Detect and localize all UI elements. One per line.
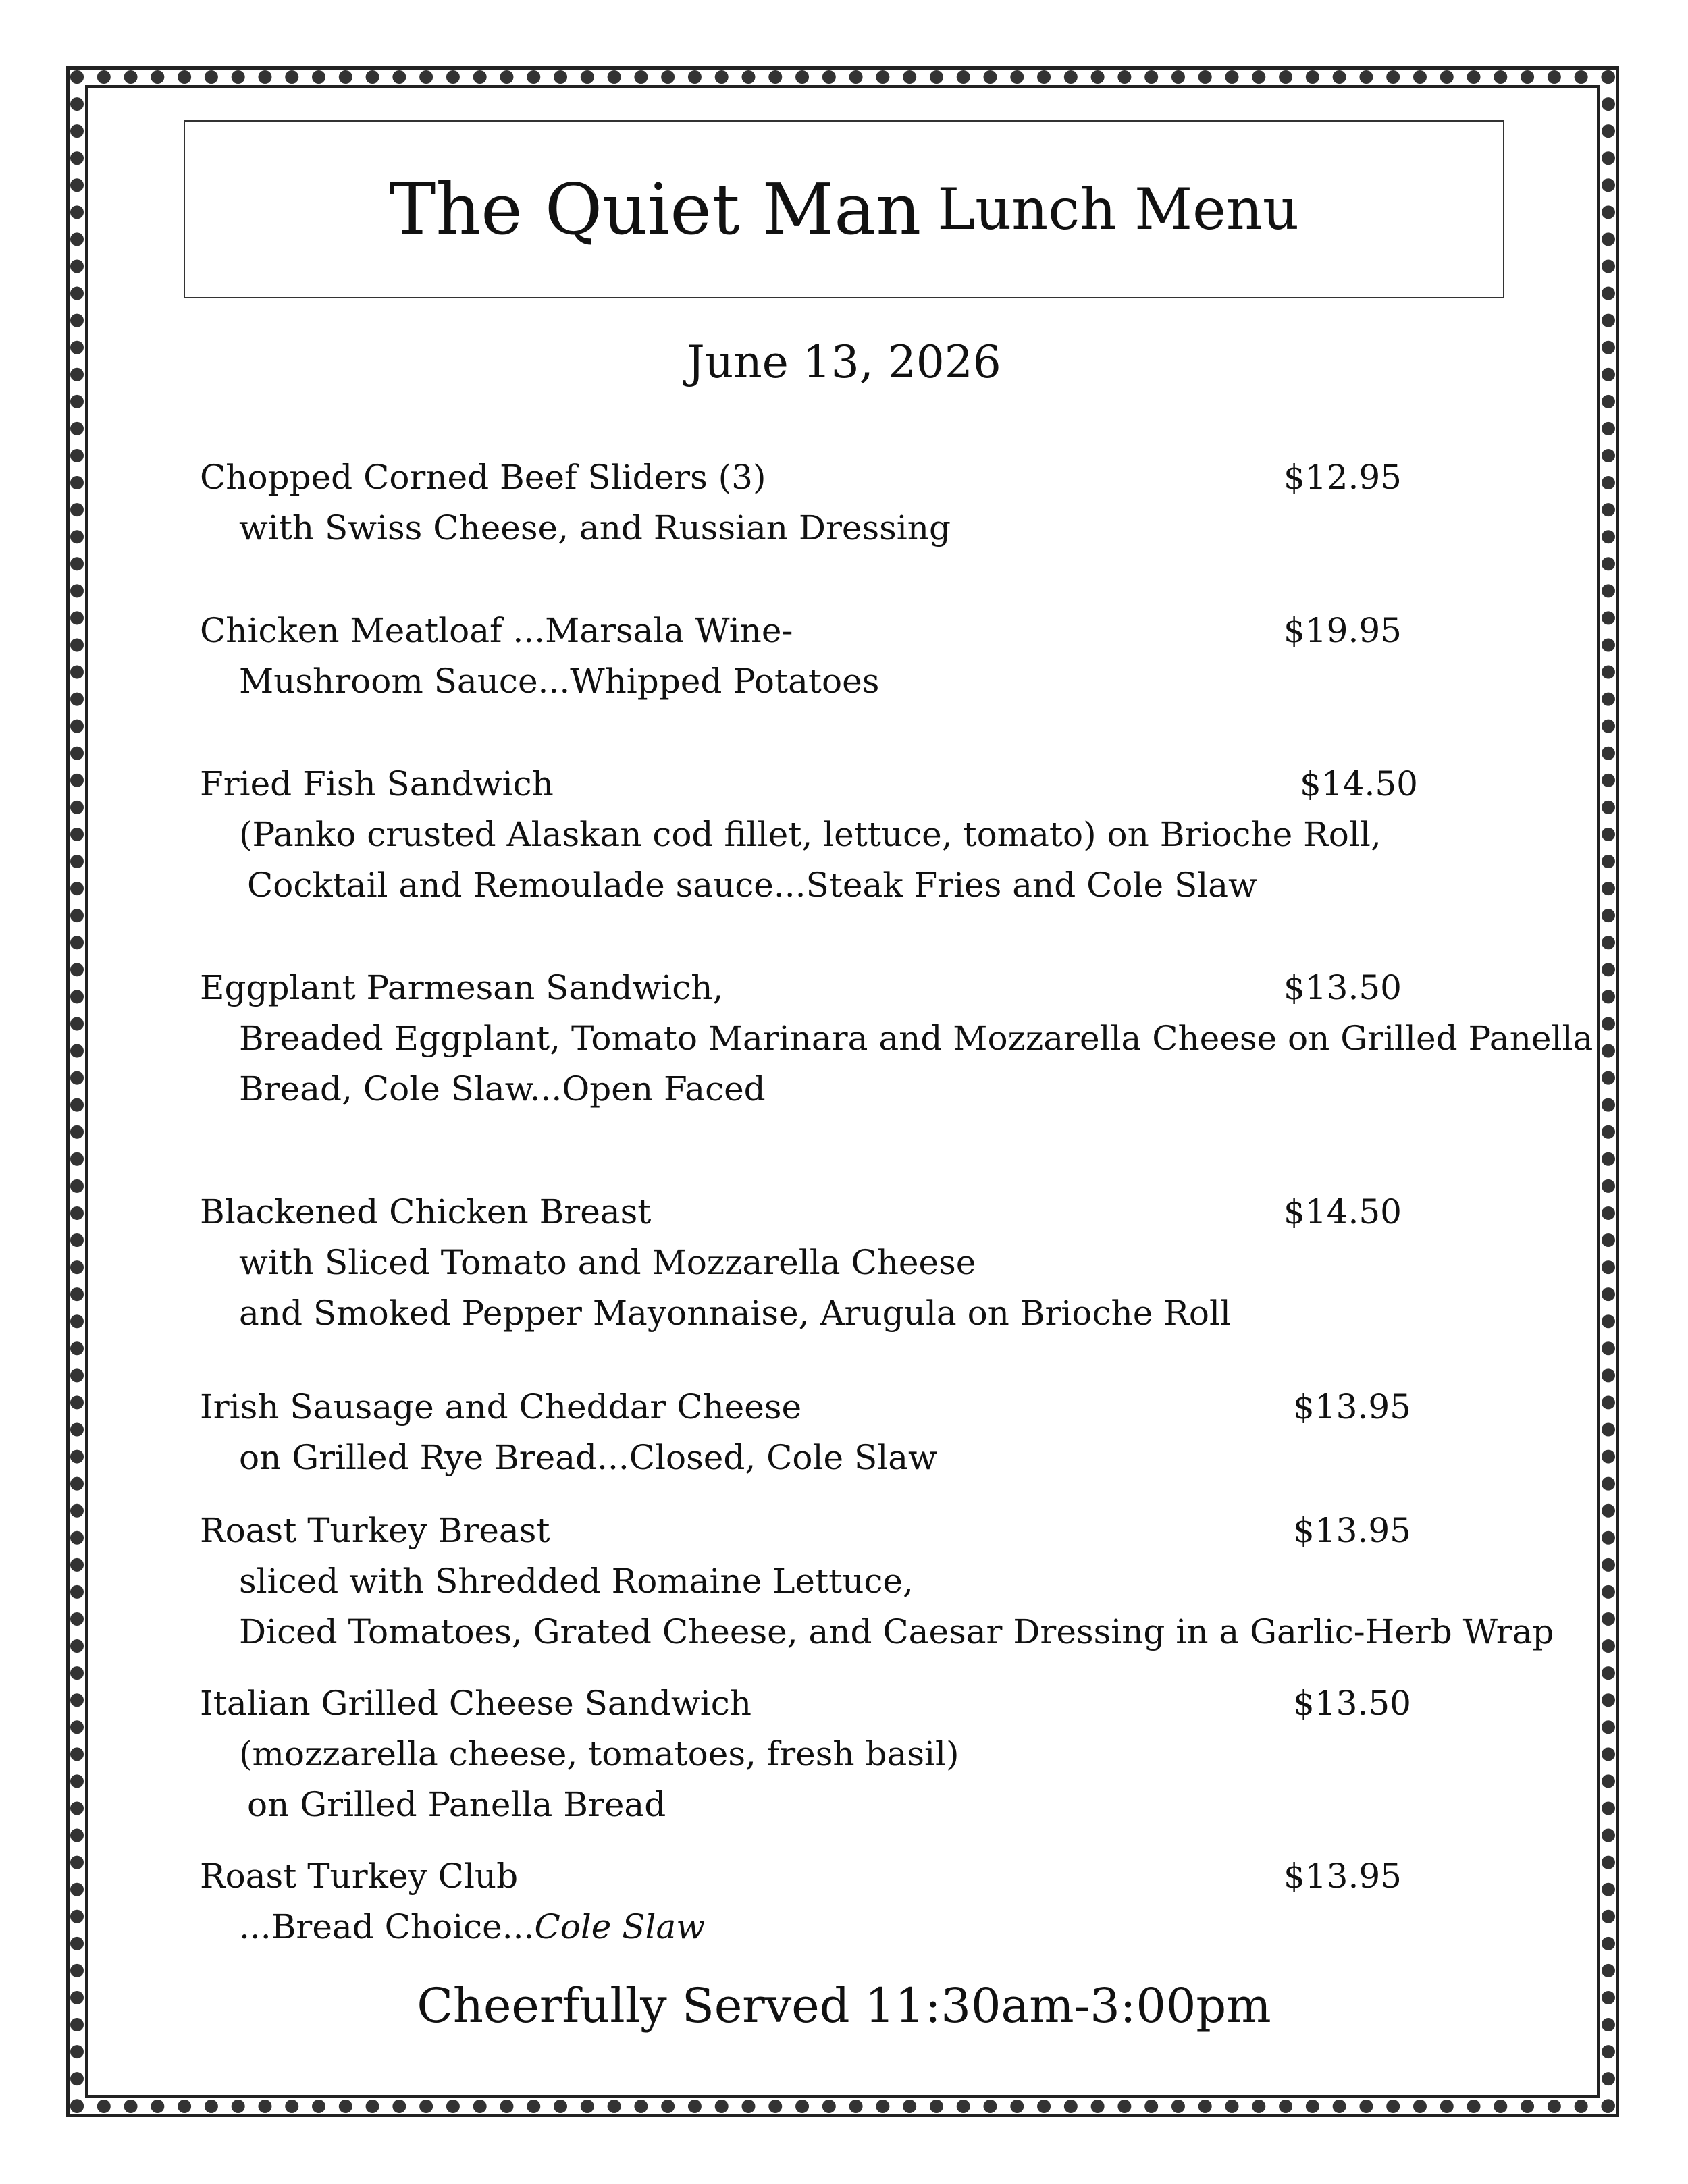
menu-date: June 13, 2026 [687, 336, 1001, 388]
item-description: Breaded Eggplant, Tomato Marinara and Mozzarella Cheese on Grilled Panella [239, 1019, 1593, 1058]
item-name: Chicken Meatloaf ...Marsala Wine- [200, 611, 793, 650]
item-description: on Grilled Rye Bread...Closed, Cole Slaw [239, 1438, 937, 1477]
item-name: Roast Turkey Club [200, 1857, 519, 1896]
item-name: Roast Turkey Breast [200, 1511, 550, 1550]
item-description: on Grilled Panella Bread [247, 1785, 666, 1824]
item-name: Irish Sausage and Cheddar Cheese [200, 1387, 802, 1427]
serving-hours: Cheerfully Served 11:30am-3:00pm [417, 1978, 1271, 2033]
item-description-side: Cole Slaw [534, 1907, 706, 1946]
item-price: $14.50 [1284, 1192, 1402, 1231]
restaurant-name: The Quiet Man [388, 168, 922, 250]
item-description: Mushroom Sauce...Whipped Potatoes [239, 662, 880, 701]
menu-item [200, 1506, 1554, 1657]
item-description: Bread, Cole Slaw...Open Faced [239, 1069, 766, 1109]
menu-item [200, 1851, 1496, 1952]
item-price: $13.50 [1293, 1684, 1411, 1723]
item-description-text: ...Bread Choice... [239, 1907, 535, 1946]
item-name: Eggplant Parmesan Sandwich, [200, 968, 724, 1007]
item-price: $13.95 [1293, 1387, 1411, 1427]
item-description: sliced with Shredded Romaine Lettuce, [239, 1562, 914, 1601]
menu-item [200, 1187, 1496, 1339]
item-price: $13.95 [1293, 1511, 1411, 1550]
menu-item [200, 452, 1496, 554]
item-description: with Sliced Tomato and Mozzarella Cheese [239, 1243, 976, 1282]
item-name: Blackened Chicken Breast [200, 1192, 652, 1231]
item-price: $13.50 [1284, 968, 1402, 1007]
item-description: with Swiss Cheese, and Russian Dressing [239, 508, 951, 548]
item-price: $14.50 [1300, 764, 1418, 803]
item-price: $12.95 [1284, 458, 1402, 497]
item-price: $13.95 [1284, 1857, 1402, 1896]
item-description: (mozzarella cheese, tomatoes, fresh basil) [239, 1734, 959, 1774]
item-name: Fried Fish Sandwich [200, 764, 554, 803]
item-description: (Panko crusted Alaskan cod fillet, lettuce, tomato) on Brioche Roll, [239, 815, 1381, 854]
item-description: Cocktail and Remoulade sauce...Steak Fries and Cole Slaw [247, 865, 1257, 905]
title-box [184, 120, 1504, 298]
menu-item [200, 606, 1496, 707]
menu-item [200, 759, 1496, 911]
item-price: $19.95 [1284, 611, 1402, 650]
menu-item [200, 1382, 1496, 1483]
item-description [200, 1902, 1496, 1952]
menu-item [200, 1678, 1496, 1830]
item-description: Diced Tomatoes, Grated Cheese, and Caesar Dressing in a Garlic-Herb Wrap [239, 1612, 1554, 1651]
item-description: and Smoked Pepper Mayonnaise, Arugula on Brioche Roll [239, 1294, 1231, 1333]
menu-item [200, 963, 1593, 1115]
item-name: Italian Grilled Cheese Sandwich [200, 1684, 751, 1723]
menu-type: Lunch Menu [937, 176, 1300, 242]
item-name: Chopped Corned Beef Sliders (3) [200, 458, 766, 497]
